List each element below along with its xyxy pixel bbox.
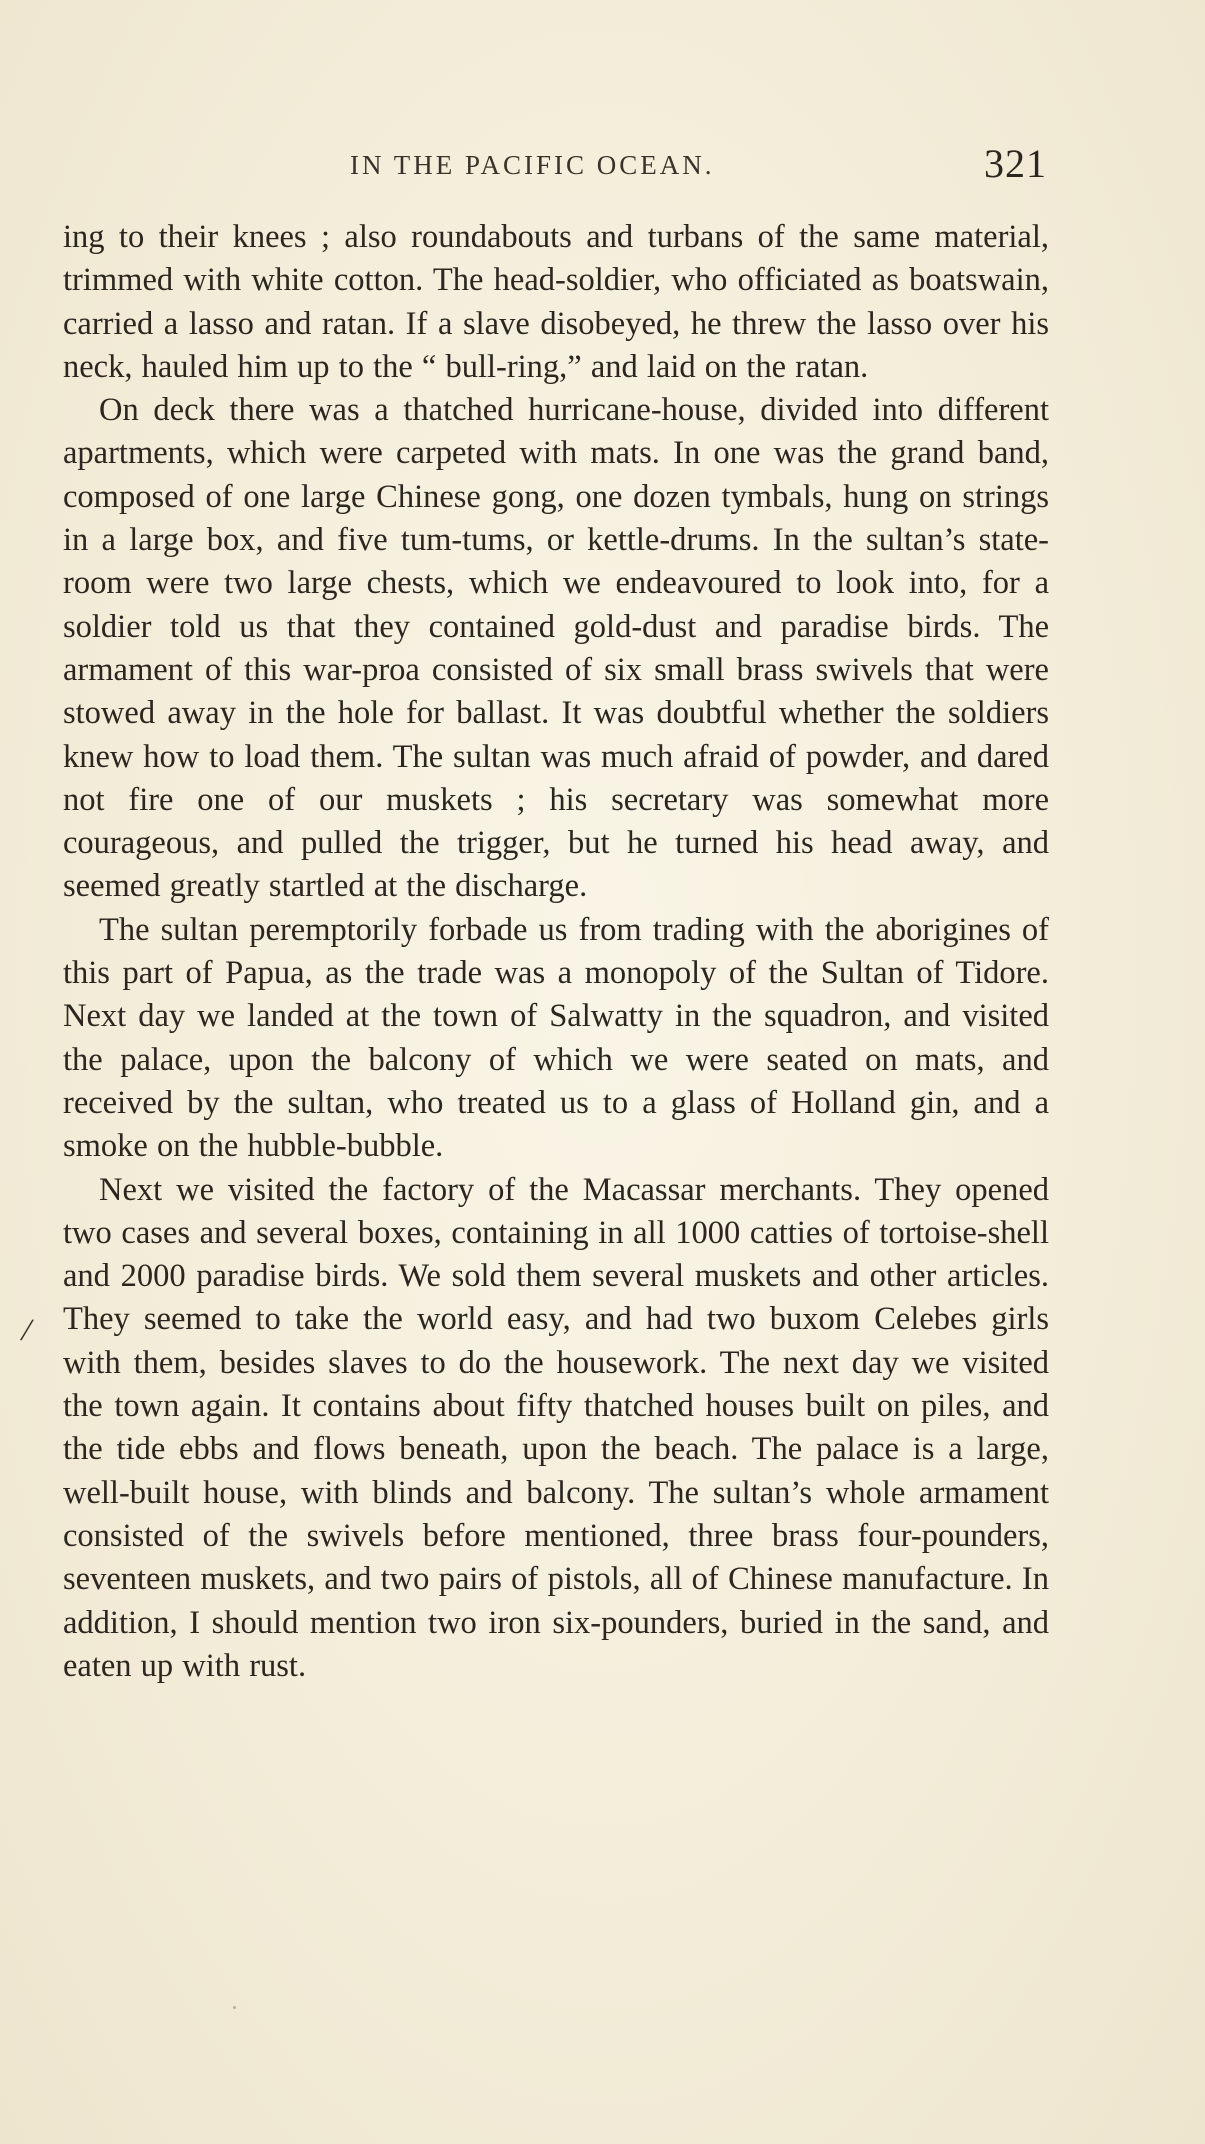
running-header-title: IN THE PACIFIC OCEAN. xyxy=(350,150,715,180)
paper-speck xyxy=(233,2006,236,2009)
page-number: 321 xyxy=(984,141,1047,186)
paragraph-macassar-factory: Next we visited the factory of the Macassar merchants. They opened two cases and several boxes, containing in all 1000 catties of tortoise-shell and 2000 paradise birds. We sold them several muskets and other articles. They seemed to take the world easy, and had two buxom Celebes girls with them, besides slaves to do the housework. The next day we visited the town again. It contains about fifty thatched houses built on piles, and the tide ebbs and flows beneath, upon the beach. The palace is a large, well-built house, with blinds and balcony. The sultan’s whole armament consisted of the swivels before mentioned, three brass four-pounders, seventeen muskets, and two pairs of pistols, all of Chinese manufacture. In addition, I should mention two iron six-pounders, buried in the sand, and eaten up with rust. xyxy=(63,1171,1049,1684)
paragraph-sultan-trading: The sultan peremptorily forbade us from trading with the aborigines of this part of Papua, as the trade was a monopoly of the Sultan of Tidore. Next day we landed at the town of Salwatty in the squadron, and visited the palace, upon the balcony of which we were seated on mats, and received by the sultan, who treated us to a glass of Holland gin, and a smoke on the hubble-bubble. xyxy=(63,911,1049,1165)
paragraph-hurricane-house: On deck there was a thatched hurricane-house, divided into different apartments, which were carpeted with mats. In one was the grand band, composed of one large Chinese gong, one dozen tymbals, hung on strings in a large box, and five tum-tums, or kettle-drums. In the sultan’s state-room were two large chests, which we endeavoured to look into, for a soldier told us that they contained gold-dust and paradise birds. The armament of this war-proa consisted of six small brass swivels that were stowed away in the hole for ballast. It was doubtful whether the soldiers knew how to load them. The sultan was much afraid of powder, and dared not fire one of our muskets ; his secretary was somewhat more courageous, and pulled the trigger, but he turned his head away, and seemed greatly startled at the discharge. xyxy=(63,392,1049,905)
margin-pencil-mark: / xyxy=(18,1311,36,1350)
paragraph-continued: ing to their knees ; also roundabouts and turbans of the same material, trimmed with white cotton. The head-soldier, who officiated as boatswain, carried a lasso and ratan. If a slave disobeyed, he threw the lasso over his neck, hauled him up to the “ bull-ring,” and laid on the ratan. xyxy=(63,219,1049,385)
page-body-text xyxy=(63,216,1049,1688)
